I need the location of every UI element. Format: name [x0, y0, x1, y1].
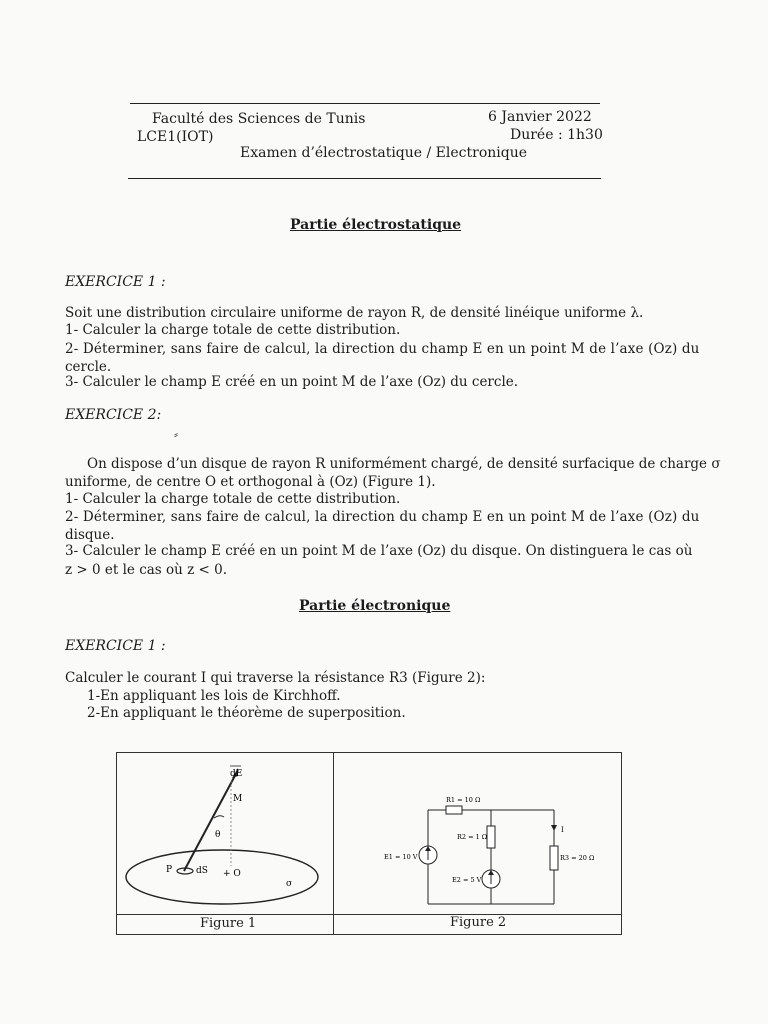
figure-1-diagram — [120, 756, 330, 911]
exam-title: Examen d’électrostatique / Electronique — [240, 145, 528, 161]
figure-2-circuit — [364, 788, 604, 910]
part1-ex1-heading: EXERCICE 1 : — [65, 274, 166, 290]
class-name: LCE1(IOT) — [137, 129, 214, 145]
figures-divider-vertical — [333, 752, 334, 934]
part1-ex2-line: On dispose d’un disque de rayon R uniformément chargé, de densité surfacique de charge σ — [87, 456, 721, 472]
part1-ex1-line: 2- Déterminer, sans faire de calcul, la direction du champ E en un point M de l’axe (Oz) du — [65, 341, 700, 357]
part1-ex2-line: 1- Calculer la charge totale de cette distribution. — [65, 491, 401, 507]
part1-ex1-line: Soit une distribution circulaire uniforme de rayon R, de densité linéique uniforme λ. — [65, 305, 644, 321]
header-bottom-rule — [128, 178, 601, 179]
fig2-label-R1: R1 = 10 Ω — [446, 796, 481, 804]
fig2-label-E2: E2 = 5 V — [452, 876, 482, 884]
fig2-label-R3: R3 = 20 Ω — [560, 854, 595, 862]
part1-ex2-line: z > 0 et le cas où z < 0. — [65, 562, 228, 578]
exam-duration: Durée : 1h30 — [510, 127, 603, 143]
part2-ex1-line: Calculer le courant I qui traverse la résistance R3 (Figure 2): — [65, 670, 486, 686]
part1-ex2-line: uniforme, de centre O et orthogonal à (Oz) (Figure 1). — [65, 474, 436, 490]
part1-ex1-line: 1- Calculer la charge totale de cette distribution. — [65, 322, 401, 338]
part1-ex1-line: 3- Calculer le champ E créé en un point M de l’axe (Oz) du cercle. — [65, 374, 519, 390]
part1-ex2-heading: EXERCICE 2: — [65, 407, 162, 423]
fig1-label-P: P — [166, 865, 173, 875]
part1-ex1-line: cercle. — [65, 359, 112, 375]
figures-divider-horizontal — [116, 914, 621, 915]
fig1-label-dE: dE — [230, 769, 243, 779]
part2-ex1-line: 2-En appliquant le théorème de superposition. — [87, 705, 406, 721]
part1-ex2-line: 3- Calculer le champ E créé en un point M de l’axe (Oz) du disque. On distinguera le cas où — [65, 543, 693, 559]
figure-1-caption: Figure 1 — [200, 916, 257, 931]
faculty-name: Faculté des Sciences de Tunis — [152, 111, 366, 127]
figure-2-caption: Figure 2 — [450, 915, 507, 930]
fig1-label-O: + O — [223, 869, 241, 879]
fig2-label-R2: R2 = 1 Ω — [457, 833, 488, 841]
fig2-label-E1: E1 = 10 V — [384, 853, 418, 861]
part1-ex2-line: disque. — [65, 527, 115, 543]
part2-title: Partie électronique — [299, 598, 451, 614]
fig1-label-dS: dS — [196, 866, 208, 876]
fig1-label-theta: θ — [215, 830, 221, 840]
part2-ex1-line: 1-En appliquant les lois de Kirchhoff. — [87, 688, 341, 704]
pen-mark-icon: ⸗ — [174, 427, 178, 441]
part2-ex1-heading: EXERCICE 1 : — [65, 638, 166, 654]
fig1-label-sigma: σ — [286, 879, 293, 889]
part1-title: Partie électrostatique — [290, 217, 462, 233]
fig1-label-M: M — [233, 794, 243, 804]
exam-date: 6 Janvier 2022 — [488, 109, 592, 125]
header-top-rule — [130, 103, 600, 104]
fig2-label-I: I — [561, 826, 564, 834]
part1-ex2-line: 2- Déterminer, sans faire de calcul, la direction du champ E en un point M de l’axe (Oz) du — [65, 509, 700, 525]
